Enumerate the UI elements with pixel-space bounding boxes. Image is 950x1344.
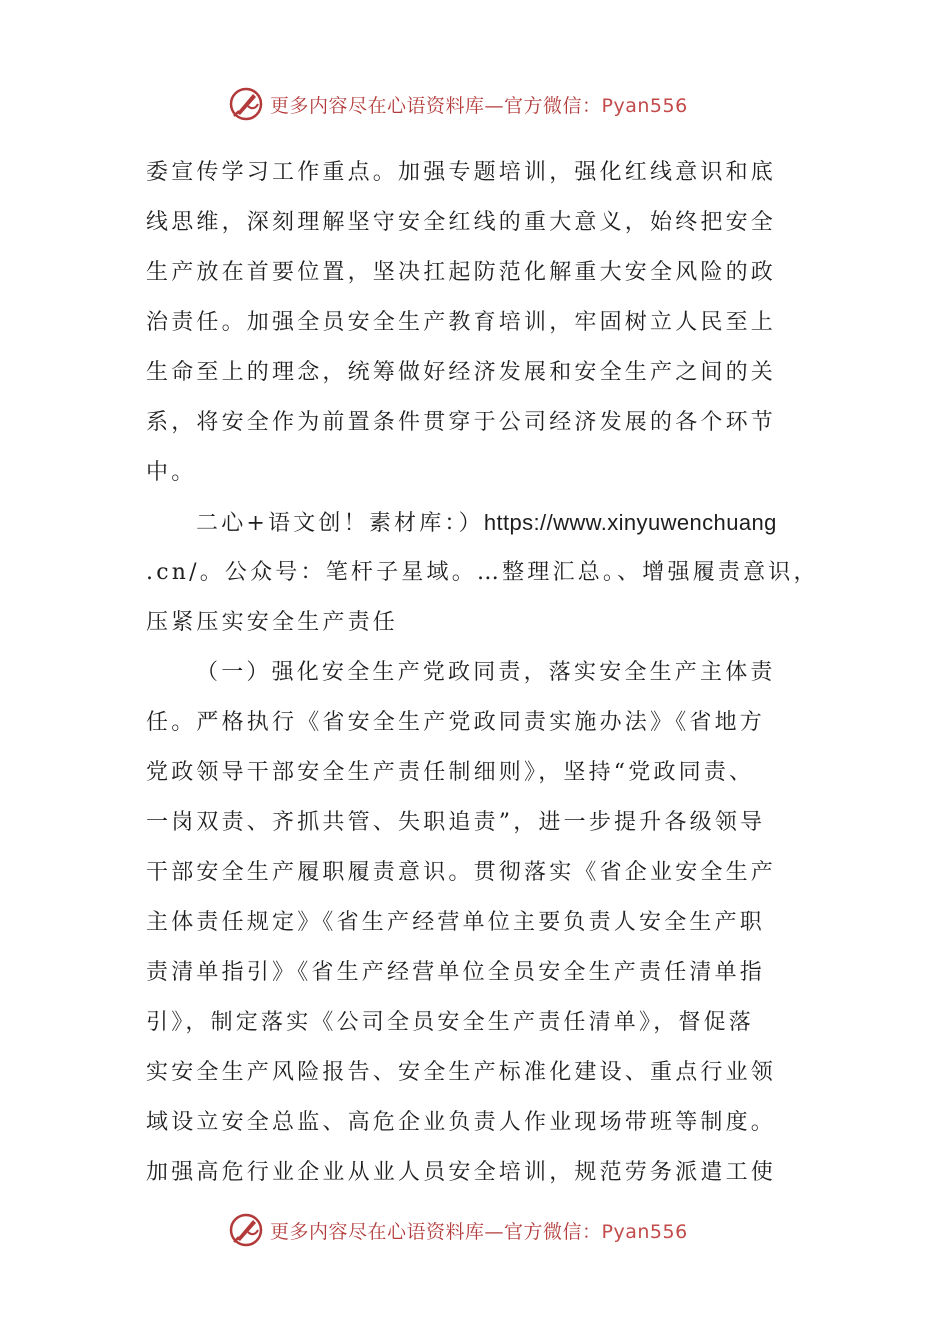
section-heading: 压紧压实安全生产责任 [146,610,399,635]
quill-logo-icon [228,86,264,122]
banner-text: 更多内容尽在心语资料库—官方微信：Pyan556 [270,1220,688,1243]
url-text: https://www.xinyuwenchuang [483,510,777,535]
text-line: 二心+语文创！素材库：）https://www.xinyuwenchuang [196,510,777,536]
text-line: 任。严格执行《省安全生产党政同责实施办法》《省地方 [146,710,766,735]
text-line: （一）强化安全生产党政同责，落实安全生产主体责 [196,660,776,685]
footer-banner [228,1210,688,1250]
text-line: 生命至上的理念，统筹做好经济发展和安全生产之间的关 [146,360,777,385]
text-line: 中。 [146,460,197,485]
text-line: 一岗双责、齐抓共管、失职追责”，进一步提升各级领导 [146,810,766,835]
text-line: 加强高危行业企业从业人员安全培训，规范劳务派遣工使 [146,1160,777,1185]
text-line: 系，将安全作为前置条件贯穿于公司经济发展的各个环节 [146,410,777,435]
document-body [146,148,819,1198]
text-line: 生产放在首要位置，坚决扛起防范化解重大安全风险的政 [146,260,777,285]
text-line: 域设立安全总监、高危企业负责人作业现场带班等制度。 [146,1110,777,1135]
text-line: 线思维，深刻理解坚守安全红线的重大意义，始终把安全 [146,210,777,235]
banner-text: 更多内容尽在心语资料库—官方微信：Pyan556 [270,94,688,117]
wechat-id: Pyan556 [601,1220,688,1243]
wechat-id: Pyan556 [601,94,688,117]
header-banner [228,84,688,124]
text-line: 主体责任规定》《省生产经营单位主要负责人安全生产职 [146,910,766,935]
text-line: 干部安全生产履职履责意识。贯彻落实《省企业安全生产 [146,860,777,885]
text-line: 责清单指引》《省生产经营单位全员安全生产责任清单指 [146,960,766,985]
text-line: 实安全生产风险报告、安全生产标准化建设、重点行业领 [146,1060,777,1085]
text-line: 治责任。加强全员安全生产教育培训，牢固树立人民至上 [146,310,777,335]
text-line: 委宣传学习工作重点。加强专题培训，强化红线意识和底 [146,160,777,185]
quill-logo-icon [228,1212,264,1248]
text-line: .cn/。公众号：笔杆子星域。…整理汇总。、增强履责意识， [146,560,819,585]
text-line: 引》，制定落实《公司全员安全生产责任清单》，督促落 [146,1010,755,1035]
text-line: 党政领导干部安全生产责任制细则》，坚持“党政同责、 [146,760,755,785]
